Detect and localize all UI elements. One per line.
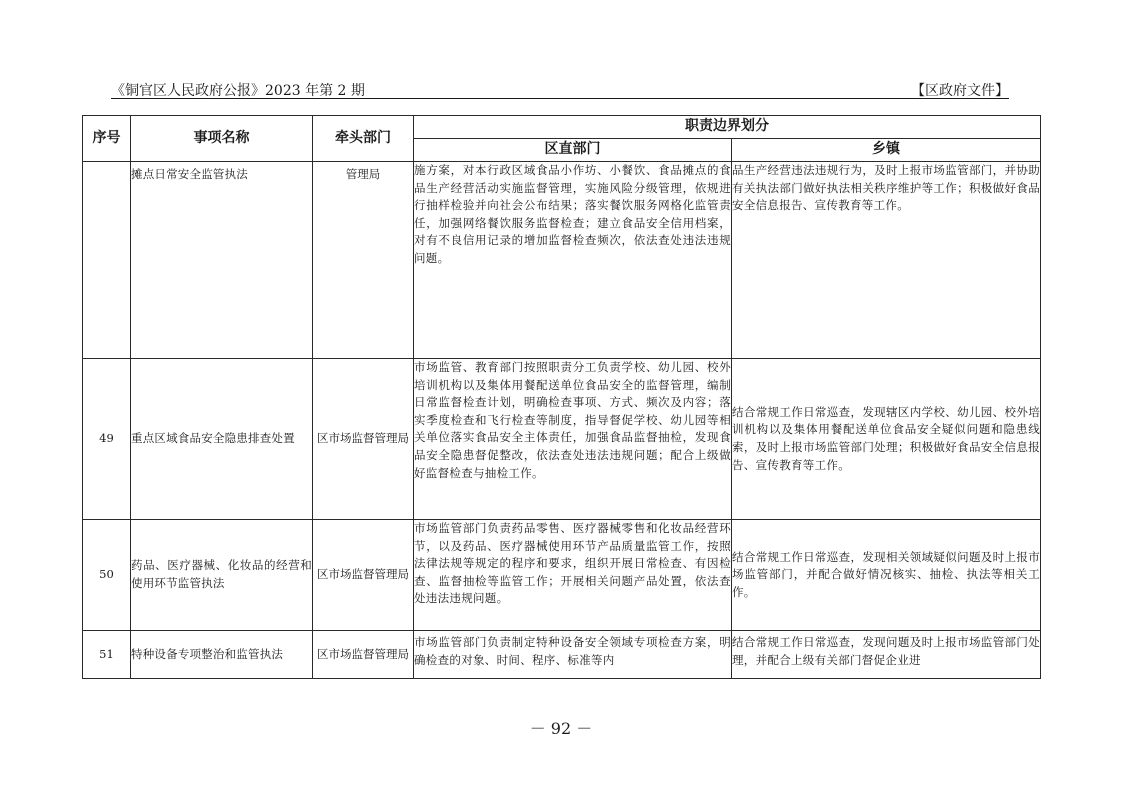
row-township-duties: 结合常规工作日常巡查，发现辖区内学校、幼儿园、校外培训机构以及集体用餐配送单位食品安全疑似问题和隐患线索，及时上报市场监管部门处理；积极做好食品安全信息报告、宣传教育等工作。 [732,359,1041,520]
row-district-duties: 市场监管、教育部门按照职责分工负责学校、幼儿园、校外培训机构以及集体用餐配送单位食品安全的监督管理，编制日常监督检查计划，明确检查事项、方式、频次及内容；落实季度检查和飞行检查等制度，指导督促学校、幼儿园等相关单位落实食品安全主体责任，加强食品监督抽检，发现食品安全隐患督促整改，依法查处违法违规问题；配合上级做好监督检查与抽检工作。 [414,359,732,520]
row-township-duties: 品生产经营违法违规行为，及时上报市场监管部门，并协助有关执法部门做好执法相关秩序维护等工作；积极做好食品安全信息报告、宣传教育等工作。 [732,162,1041,359]
header-division: 职责边界划分 [414,116,1041,139]
page-number: － 92 － [529,719,593,738]
row-township-duties: 结合常规工作日常巡查，发现相关领域疑似问题及时上报市场监管部门，并配合做好情况核实、抽检、执法等相关工作。 [732,520,1041,631]
row-item-name: 摊点日常安全监管执法 [131,162,313,359]
row-lead-dept: 区市场监督管理局 [313,631,414,679]
header-divider [111,98,1009,99]
row-district-duties [414,631,732,679]
responsibility-table [82,115,1041,679]
table-row [83,162,1041,359]
row-township-duties [732,631,1041,679]
section-label: 【区政府文件】 [911,83,1009,99]
header-township: 乡镇 [732,139,1041,162]
table-row [83,631,1041,679]
row-township-duties-text: 结合常规工作日常巡查，发现问题及时上报市场监管部门处理，并配合上级有关部门督促企业进 [732,635,1040,667]
row-item-name: 药品、医疗器械、化妆品的经营和使用环节监管执法 [131,520,313,631]
row-number [83,162,131,359]
row-number: 50 [83,520,131,631]
header-number: 序号 [83,116,131,162]
row-lead-dept: 区市场监督管理局 [313,520,414,631]
table-row [83,520,1041,631]
running-header [111,80,1009,100]
header-district-dept: 区直部门 [414,139,732,162]
row-lead-dept: 管理局 [313,162,414,359]
publication-title: 《铜官区人民政府公报》2023 年第 2 期 [111,83,365,99]
row-item-name: 特种设备专项整治和监管执法 [131,631,313,679]
row-district-duties-text: 市场监管部门负责制定特种设备安全领域专项检查方案，明确检查的对象、时间、程序、标准等内 [414,635,731,667]
row-item-name: 重点区域食品安全隐患排查处置 [131,359,313,520]
row-number: 49 [83,359,131,520]
row-district-duties: 施方案，对本行政区域食品小作坊、小餐饮、食品摊点的食品生产经营活动实施监督管理，实施风险分级管理，依规进行抽样检验并向社会公布结果；落实餐饮服务网格化监管责任，加强网络餐饮服务监督检查；建立食品安全信用档案，对有不良信用记录的增加监督检查频次，依法查处违法违规问题。 [414,162,732,359]
row-district-duties: 市场监管部门负责药品零售、医疗器械零售和化妆品经营环节，以及药品、医疗器械使用环节产品质量监管工作，按照法律法规等规定的程序和要求，组织开展日常检查、有因检查、监督抽检等监管工作；开展相关问题产品处置，依法查处违法违规问题。 [414,520,732,631]
row-lead-dept: 区市场监督管理局 [313,359,414,520]
table-row [83,359,1041,520]
row-number: 51 [83,631,131,679]
table-header-row [83,116,1041,139]
header-lead-dept: 牵头部门 [313,116,414,162]
header-item-name: 事项名称 [131,116,313,162]
